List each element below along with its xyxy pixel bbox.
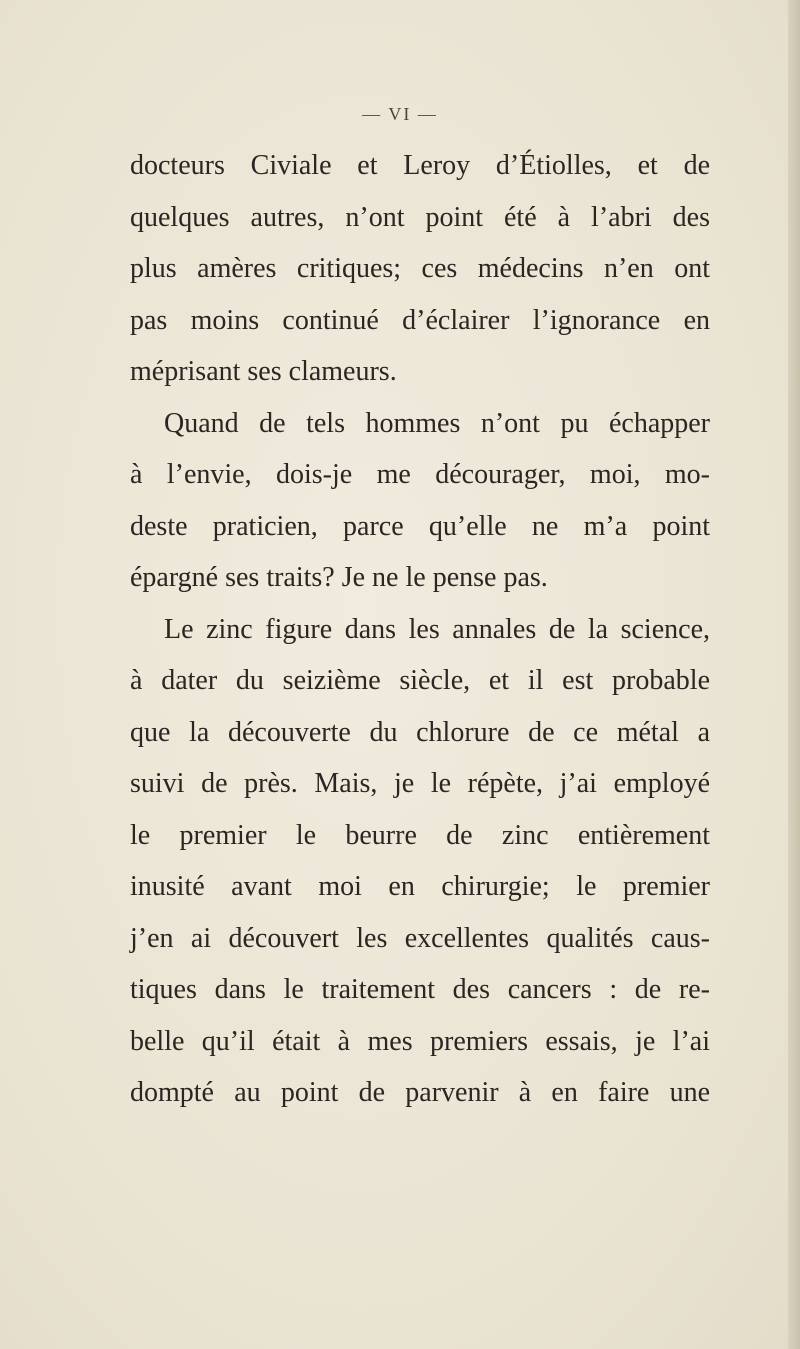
text-line: épargné ses traits? Je ne le pense pas. [130, 562, 548, 593]
text-line: méprisant ses clameurs. [130, 356, 397, 387]
text-line: docteurs Civiale et Leroy d’Étiolles, et de [130, 150, 710, 181]
text-line: suivi de près. Mais, je le répète, j’ai employé [130, 768, 710, 799]
text-line: à dater du seizième siècle, et il est probable [130, 665, 710, 696]
text-line: plus amères critiques; ces médecins n’en ont [130, 253, 710, 284]
page-number-header: — VI — [362, 104, 438, 124]
text-line: Le zinc figure dans les annales de la science, [164, 613, 710, 645]
text-line: belle qu’il était à mes premiers essais, je l’ai [130, 1025, 710, 1057]
text-line: quelques autres, n’ont point été à l’abri des [130, 201, 710, 233]
text-line: Quand de tels hommes n’ont pu échapper [164, 407, 710, 439]
text-line: dompté au point de parvenir à en faire une [130, 1077, 710, 1108]
page-edge [788, 0, 800, 1349]
text-line: le premier le beurre de zinc entièrement [130, 819, 710, 851]
text-line: tiques dans le traitement des cancers : de re- [130, 974, 710, 1005]
text-line: que la découverte du chlorure de ce métal a [130, 716, 710, 748]
text-line: deste praticien, parce qu’elle ne m’a point [130, 510, 710, 542]
text-line: inusité avant moi en chirurgie; le premier [130, 871, 710, 902]
text-line: à l’envie, dois-je me décourager, moi, mo- [130, 459, 710, 490]
text-line: j’en ai découvert les excellentes qualités caus- [130, 922, 710, 954]
text-line: pas moins continué d’éclairer l’ignorance en [130, 304, 710, 336]
body-text [130, 140, 710, 1119]
